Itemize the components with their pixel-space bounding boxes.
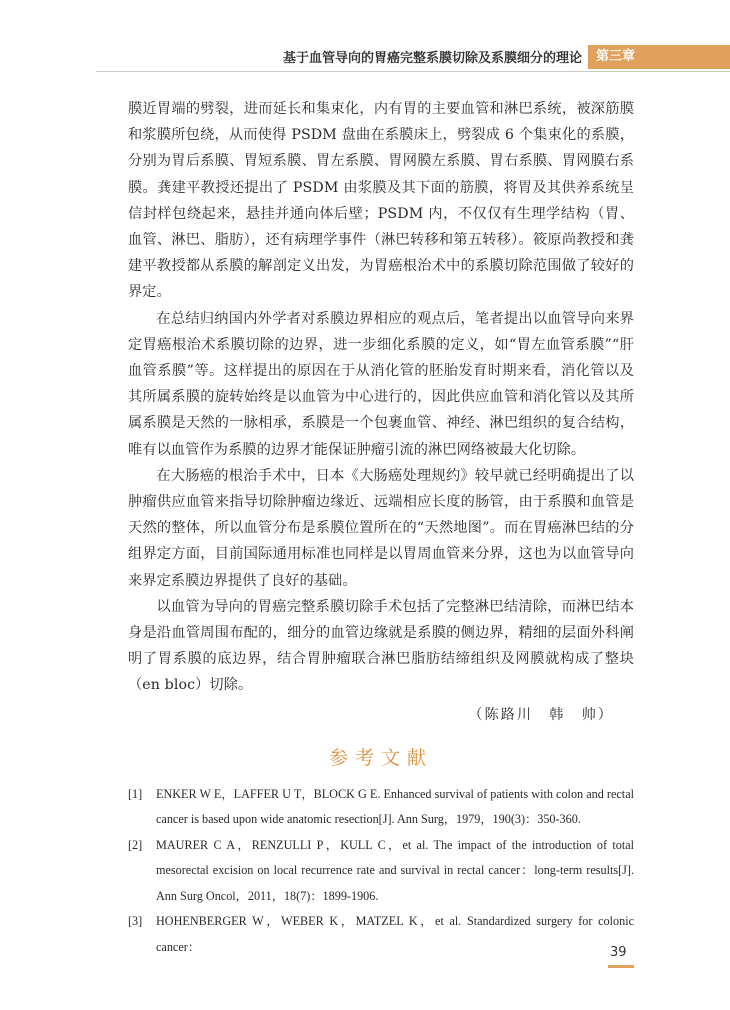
reference-item <box>128 833 634 910</box>
reference-text: HOHENBERGER W，WEBER K，MATZEL K，et al. Standardized surgery for colonic cancer： <box>156 914 634 954</box>
reference-number: [1] <box>128 786 143 801</box>
author-signature: （陈路川 韩 帅） <box>468 706 614 723</box>
running-header <box>0 45 730 73</box>
page-number-underline <box>608 965 634 968</box>
reference-text: ENKER W E，LAFFER U T，BLOCK G E. Enhanced survival of patients with colon and rectal cancer is based upon wide anatomic resection[J]. Ann Surg，1979，190(3)：350-360. <box>156 786 634 827</box>
reference-item <box>128 782 634 833</box>
reference-text: MAURER C A，RENZULLI P，KULL C，et al. The impact of the introduction of total mesorectal excision on local recurrence rate and survival in rectal cancer：long-term results[J]. Ann Surg Oncol，2011，18(7)：1899-1906. <box>156 837 634 903</box>
paragraph-2: 在总结归纳国内外学者对系膜边界相应的观点后，笔者提出以血管导向来界定胃癌根治术系膜切除的边界，进一步细化系膜的定义，如“胃左血管系膜”“肝血管系膜”等。这样提出的原因在于从消化管的胚胎发育时期来看，消化管以及其所属系膜的旋转始终是以血管为中心进行的，因此供应血管和消化管以及其所属系膜是天然的一脉相承，系膜是一个包裹血管、神经、淋巴组织的复合结构，唯有以血管作为系膜的边界才能保证肿瘤引流的淋巴网络被最大化切除。 <box>128 310 634 458</box>
page-number: 39 <box>610 945 627 960</box>
paragraph-3: 在大肠癌的根治手术中，日本《大肠癌处理规约》较早就已经明确提出了以肿瘤供应血管来指导切除肿瘤边缘近、远端相应长度的肠管，由于系膜和血管是天然的整体，所以血管分布是系膜位置所在的“天然地图”。而在胃癌淋巴结的分组界定方面，目前国际通用标准也同样是以胃周血管来分界，这也为以血管导向来界定系膜边界提供了良好的基础。 <box>128 467 634 589</box>
reference-item <box>128 909 634 960</box>
references-heading: 参考文献 <box>328 746 433 769</box>
paragraph-1: 膜近胃端的劈裂，进而延长和集束化，内有胃的主要血管和淋巴系统，被深筋膜和浆膜所包绕，从而使得 PSDM 盘曲在系膜床上，劈裂成 6 个集束化的系膜，分别为胃后系膜、胃短系膜、胃左系膜、胃网膜左系膜、胃右系膜、胃网膜右系膜。龚建平教授还提出了 PSDM 由浆膜及其下面的筋膜，将胃及其供养系统呈信封样包绕起来，悬挂并通向体后壁；PSDM 内，不仅仅有生理学结构（胃、血管、淋巴、脂肪），还有病理学事件（淋巴转移和第五转移）。筱原尚教授和龚建平教授都从系膜的解剖定义出发，为胃癌根治术中的系膜切除范围做了较好的界定。 <box>128 101 634 301</box>
reference-number: [3] <box>128 914 143 929</box>
reference-number: [2] <box>128 837 143 852</box>
paragraph-4: 以血管为导向的胃癌完整系膜切除手术包括了完整淋巴结清除，而淋巴结本身是沿血管周围布配的，细分的血管边缘就是系膜的侧边界，精细的层面外科阐明了胃系膜的底边界，结合胃肿瘤联合淋巴脂肪结缔组织及网膜就构成了整块（en bloc）切除。 <box>128 598 634 694</box>
page-body <box>128 96 634 960</box>
header-rule <box>96 71 730 72</box>
references-list <box>128 782 634 961</box>
chapter-label: 第三章 <box>588 45 730 69</box>
running-header-title: 基于血管导向的胃癌完整系膜切除及系膜细分的理论 <box>282 51 582 66</box>
